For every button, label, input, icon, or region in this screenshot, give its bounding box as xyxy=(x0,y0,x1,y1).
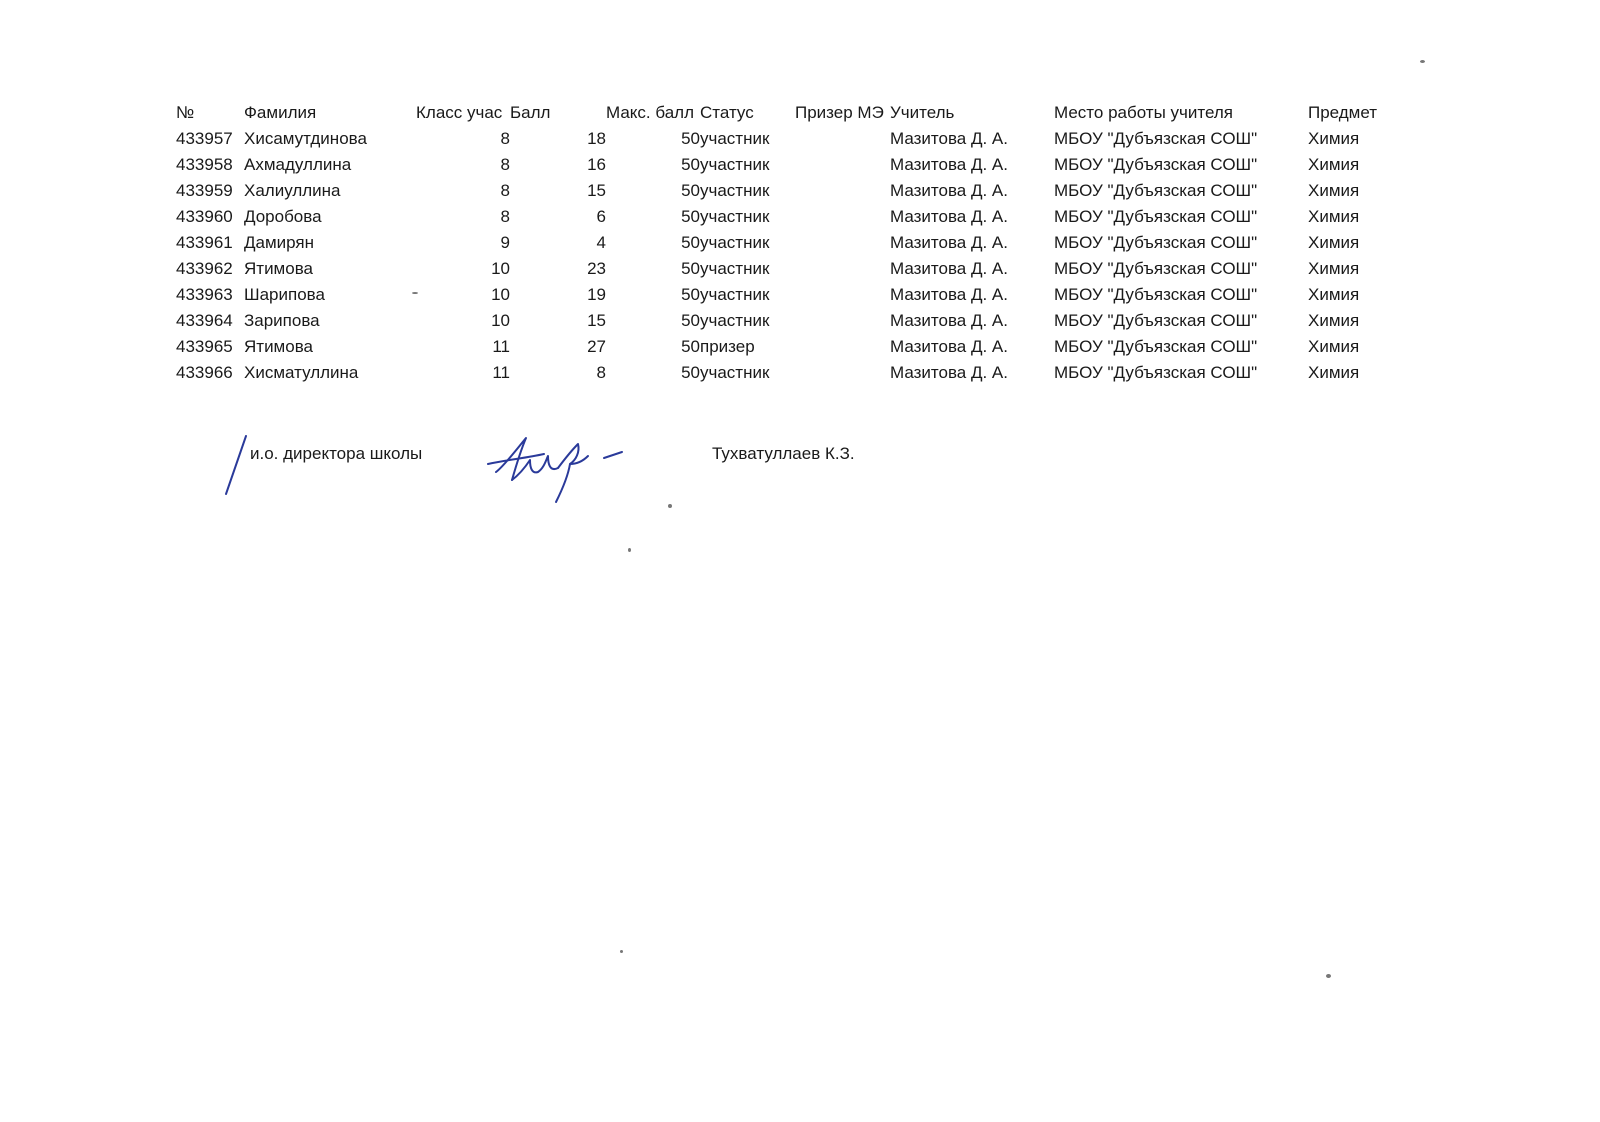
header-row xyxy=(176,100,1408,126)
header-status: Статус xyxy=(700,103,754,122)
row-num: 433966 xyxy=(176,363,233,382)
scan-speck xyxy=(1420,60,1425,63)
row-grade: 10 xyxy=(491,259,510,278)
row-teacher: Мазитова Д. А. xyxy=(890,363,1008,382)
row-max-score: 50 xyxy=(681,311,700,330)
row-prizer xyxy=(795,126,890,152)
row-workplace: МБОУ "Дубъязская СОШ" xyxy=(1054,285,1258,304)
row-teacher: Мазитова Д. А. xyxy=(890,129,1008,148)
row-score: 4 xyxy=(596,233,606,252)
row-prizer xyxy=(795,334,890,360)
row-prizer xyxy=(795,178,890,204)
row-score: 27 xyxy=(587,337,606,356)
header-teacher: Учитель xyxy=(890,103,955,122)
results-table xyxy=(176,100,1408,386)
row-max-score: 50 xyxy=(681,181,700,200)
row-grade: 10 xyxy=(491,311,510,330)
table-row xyxy=(176,334,1408,360)
row-subject: Химия xyxy=(1308,259,1360,278)
row-grade: 11 xyxy=(492,363,510,382)
table-body xyxy=(176,126,1408,386)
scan-speck xyxy=(1326,974,1331,978)
header-max-score: Макс. балл xyxy=(606,103,695,122)
row-max-score: 50 xyxy=(681,363,700,382)
row-status: участник xyxy=(700,363,770,382)
row-prizer xyxy=(795,152,890,178)
row-prizer xyxy=(795,308,890,334)
row-score: 23 xyxy=(587,259,606,278)
row-grade: 9 xyxy=(500,233,510,252)
row-workplace: МБОУ "Дубъязская СОШ" xyxy=(1054,181,1258,200)
row-num: 433964 xyxy=(176,311,233,330)
header-grade: Класс учас xyxy=(416,103,503,122)
row-workplace: МБОУ "Дубъязская СОШ" xyxy=(1054,363,1258,382)
ink-mark-icon xyxy=(220,432,250,498)
row-score: 16 xyxy=(587,155,606,174)
row-max-score: 50 xyxy=(681,155,700,174)
row-score: 18 xyxy=(587,129,606,148)
row-surname: Доробова xyxy=(244,207,322,226)
table-row xyxy=(176,178,1408,204)
row-prizer xyxy=(795,256,890,282)
row-workplace: МБОУ "Дубъязская СОШ" xyxy=(1054,155,1258,174)
row-max-score: 50 xyxy=(681,337,700,356)
row-prizer xyxy=(795,282,890,308)
row-score: 6 xyxy=(596,207,606,226)
row-prizer xyxy=(795,204,890,230)
row-max-score: 50 xyxy=(681,233,700,252)
table-row xyxy=(176,256,1408,282)
row-teacher: Мазитова Д. А. xyxy=(890,259,1008,278)
row-workplace: МБОУ "Дубъязская СОШ" xyxy=(1054,337,1258,356)
row-subject: Химия xyxy=(1308,155,1360,174)
row-subject: Химия xyxy=(1308,363,1360,382)
row-max-score: 50 xyxy=(681,129,700,148)
header-workplace: Место работы учителя xyxy=(1054,103,1233,122)
table-row xyxy=(176,126,1408,152)
row-subject: Химия xyxy=(1308,311,1360,330)
row-num: 433963 xyxy=(176,285,233,304)
row-workplace: МБОУ "Дубъязская СОШ" xyxy=(1054,311,1258,330)
row-status: призер xyxy=(700,337,755,356)
scan-speck xyxy=(668,504,672,508)
row-teacher: Мазитова Д. А. xyxy=(890,285,1008,304)
row-subject: Химия xyxy=(1308,285,1360,304)
row-surname: Ахмадуллина xyxy=(244,155,352,174)
row-num: 433965 xyxy=(176,337,233,356)
row-score: 15 xyxy=(587,311,606,330)
row-status: участник xyxy=(700,181,770,200)
table-row xyxy=(176,230,1408,256)
row-surname: Ятимова xyxy=(244,337,313,356)
row-grade: 8 xyxy=(500,155,510,174)
row-grade: 11 xyxy=(492,337,510,356)
header-num: № xyxy=(176,103,195,122)
row-max-score: 50 xyxy=(681,259,700,278)
header-score: Балл xyxy=(510,103,551,122)
row-teacher: Мазитова Д. А. xyxy=(890,233,1008,252)
row-status: участник xyxy=(700,155,770,174)
row-surname: Дамирян xyxy=(244,233,315,252)
signature-block xyxy=(0,438,1600,508)
row-workplace: МБОУ "Дубъязская СОШ" xyxy=(1054,233,1258,252)
table-row xyxy=(176,360,1408,386)
row-workplace: МБОУ "Дубъязская СОШ" xyxy=(1054,129,1258,148)
row-teacher: Мазитова Д. А. xyxy=(890,181,1008,200)
row-prizer xyxy=(795,360,890,386)
row-teacher: Мазитова Д. А. xyxy=(890,311,1008,330)
row-surname: Халиуллина xyxy=(244,181,341,200)
row-status: участник xyxy=(700,259,770,278)
row-subject: Химия xyxy=(1308,181,1360,200)
row-subject: Химия xyxy=(1308,337,1360,356)
header-prizer: Призер МЭ xyxy=(795,103,884,122)
row-num: 433961 xyxy=(176,233,233,252)
row-surname: Зарипова xyxy=(244,311,320,330)
row-teacher: Мазитова Д. А. xyxy=(890,155,1008,174)
row-subject: Химия xyxy=(1308,207,1360,226)
row-max-score: 50 xyxy=(681,207,700,226)
row-subject: Химия xyxy=(1308,233,1360,252)
row-workplace: МБОУ "Дубъязская СОШ" xyxy=(1054,259,1258,278)
row-subject: Химия xyxy=(1308,129,1360,148)
row-max-score: 50 xyxy=(681,285,700,304)
table-row xyxy=(176,308,1408,334)
row-num: 433960 xyxy=(176,207,233,226)
row-num: 433958 xyxy=(176,155,233,174)
row-num: 433962 xyxy=(176,259,233,278)
row-grade: 8 xyxy=(500,181,510,200)
table-row xyxy=(176,282,1408,308)
handwritten-signature xyxy=(486,430,636,510)
signatory-role: и.о. директора школы xyxy=(250,444,423,463)
row-surname: Шарипова xyxy=(244,285,325,304)
row-workplace: МБОУ "Дубъязская СОШ" xyxy=(1054,207,1258,226)
row-surname: Хисматуллина xyxy=(244,363,359,382)
table-row xyxy=(176,152,1408,178)
row-surname: Хисамутдинова xyxy=(244,129,367,148)
signatory-name: Тухватуллаев К.З. xyxy=(712,444,855,463)
row-status: участник xyxy=(700,129,770,148)
row-status: участник xyxy=(700,233,770,252)
row-grade: 8 xyxy=(500,207,510,226)
row-score: 19 xyxy=(587,285,606,304)
scan-speck xyxy=(412,292,418,294)
header-surname: Фамилия xyxy=(244,103,317,122)
scan-speck xyxy=(620,950,623,953)
row-num: 433959 xyxy=(176,181,233,200)
row-grade: 10 xyxy=(491,285,510,304)
row-grade: 8 xyxy=(500,129,510,148)
scan-speck xyxy=(628,548,631,552)
row-score: 15 xyxy=(587,181,606,200)
table-row xyxy=(176,204,1408,230)
header-subject: Предмет xyxy=(1308,103,1378,122)
row-teacher: Мазитова Д. А. xyxy=(890,337,1008,356)
row-score: 8 xyxy=(596,363,606,382)
row-prizer xyxy=(795,230,890,256)
row-surname: Ятимова xyxy=(244,259,313,278)
row-num: 433957 xyxy=(176,129,233,148)
row-status: участник xyxy=(700,311,770,330)
row-teacher: Мазитова Д. А. xyxy=(890,207,1008,226)
row-status: участник xyxy=(700,207,770,226)
row-status: участник xyxy=(700,285,770,304)
